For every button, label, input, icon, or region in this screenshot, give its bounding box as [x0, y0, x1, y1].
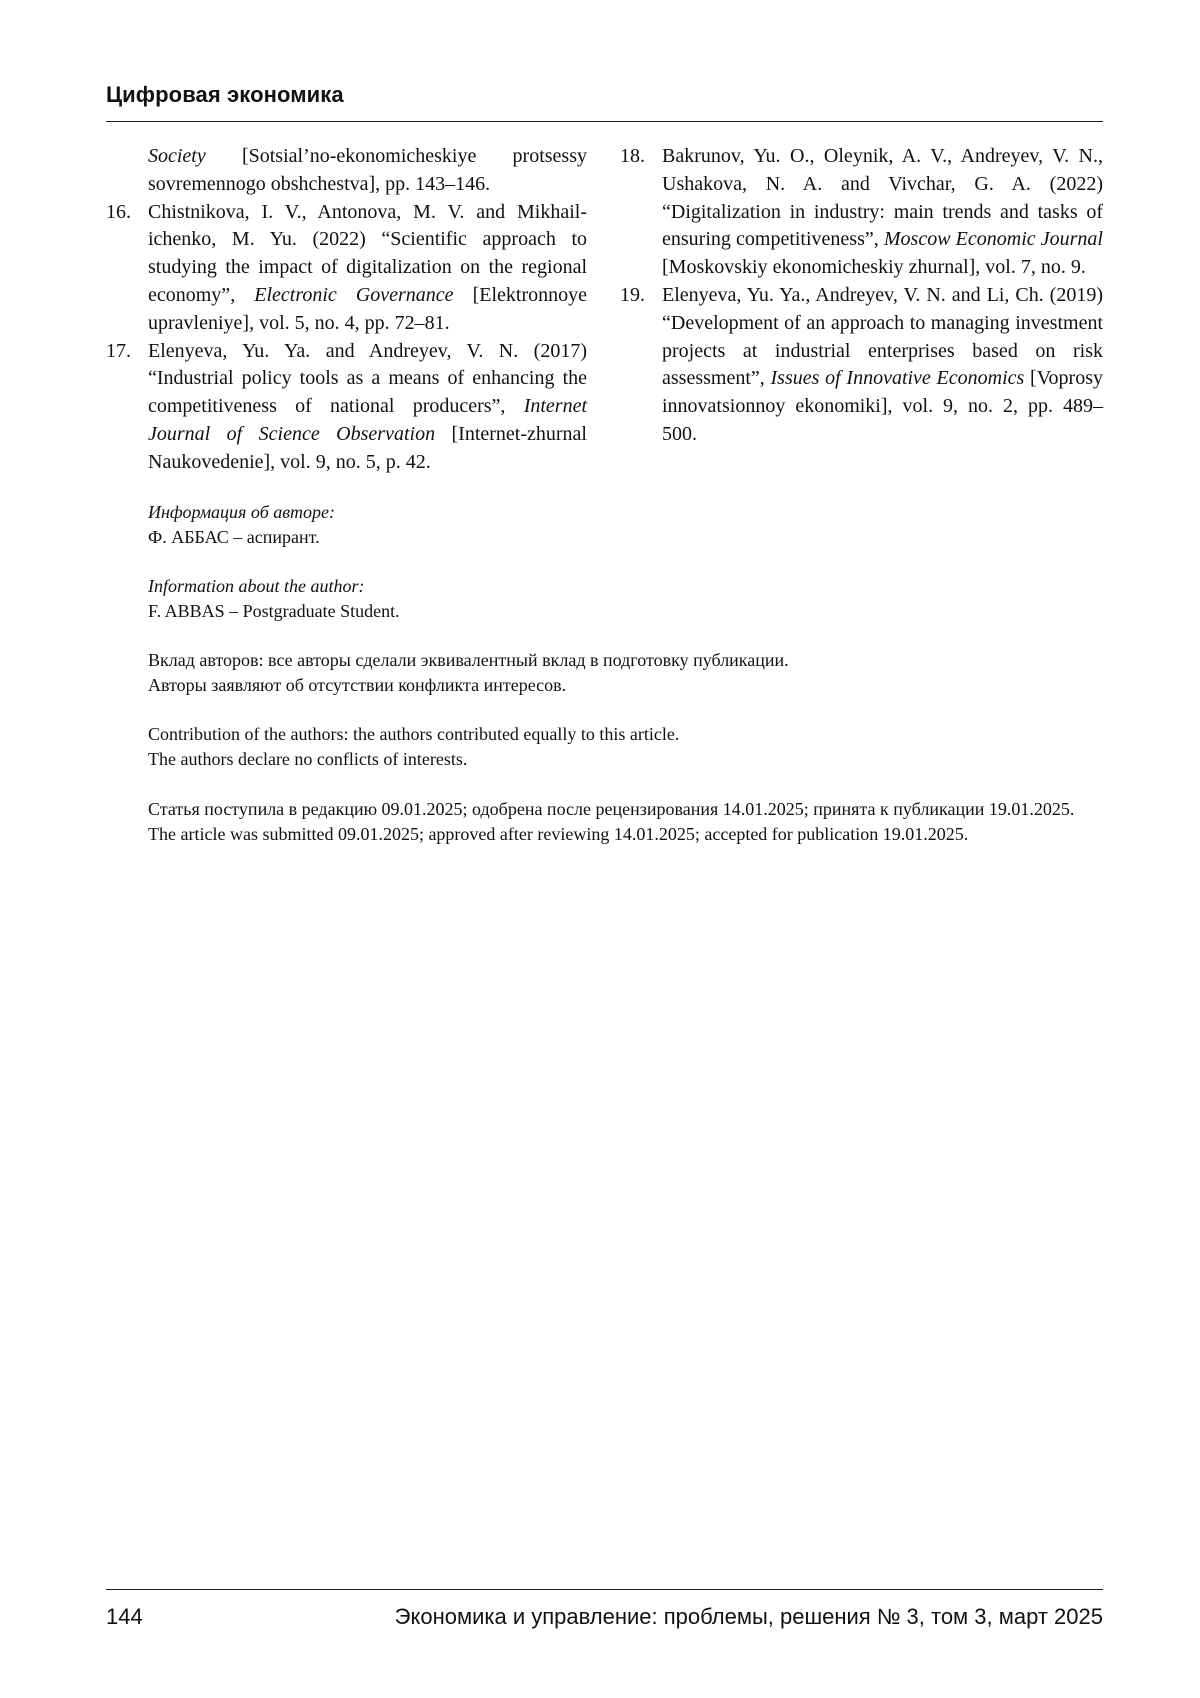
- article-dates-ru: Статья поступила в редакцию 09.01.2025; одобрена после рецензирования 14.01.2025; принята к публикации 19.01.2025.: [148, 797, 1108, 822]
- reference-number: 18.: [620, 143, 645, 171]
- reference-text-after: [Inter­net-zhurnal Naukovedenie], vol. 9, no. 5, p. 42.: [148, 423, 587, 473]
- references-right-column: [620, 143, 1103, 449]
- contribution-en-line2: The authors declare no conflicts of interests.: [148, 747, 1108, 772]
- author-info-ru-heading: Информация об авторе:: [148, 500, 1108, 525]
- article-dates: [148, 797, 1108, 847]
- author-info-en: [148, 574, 1108, 624]
- article-dates-en: The article was submitted 09.01.2025; approved after reviewing 14.01.2025; accepted for publication 19.01.2025.: [148, 822, 1108, 847]
- journal-footer: Экономика и управление: проблемы, решения № 3, том 3, март 2025: [395, 1604, 1103, 1630]
- reference-source-title: Internet Journal of Science Observation: [148, 395, 587, 445]
- reference-text-after: [Voprosy innovatsionnoy ekonomi­ki], vol. 9, no. 2, pp. 489–500.: [662, 367, 1103, 445]
- reference-text-before: Bakrunov, Yu. O., Oleynik, A. V., Andre­yev, V. N., Ushakova, N. A. and Vivchar, G. A. (2022) “Digitalization in industry: main trends and tasks of ensuring competitiveness”,: [662, 145, 1103, 250]
- reference-text-before: Elenyeva, Yu. Ya. and Andreyev, V. N. (2017) “Industrial policy tools as a means of enhanc­ing the competitiveness of national producers”,: [148, 340, 587, 418]
- reference-text-before: Elenyeva, Yu. Ya., Andreyev, V. N. and Li, Ch. (2019) “Development of an approach to manag­ing investment projects at industrial enterprises based on risk assessment”,: [662, 284, 1103, 389]
- contribution-ru: [148, 648, 1108, 698]
- reference-continuation-title: Society: [148, 145, 206, 167]
- reference-17: [106, 338, 587, 477]
- author-info-en-heading: Information about the author:: [148, 574, 1108, 599]
- author-info-ru-name: Ф. АББАС – аспирант.: [148, 525, 1108, 550]
- reference-continuation-text: [148, 143, 587, 199]
- references-left-column: [106, 143, 587, 477]
- reference-number: 16.: [106, 199, 131, 227]
- reference-text-after: [Moskovskiy ekonomiches­kiy zhurnal], vol. 7, no. 9.: [662, 256, 1086, 278]
- reference-source-title: Issues of Innovative Economics: [771, 367, 1025, 389]
- reference-number: 17.: [106, 338, 131, 366]
- header-rule: [106, 121, 1103, 122]
- reference-number: 19.: [620, 282, 645, 310]
- contribution-en: [148, 722, 1108, 772]
- author-info-en-name: F. ABBAS – Postgraduate Student.: [148, 599, 1108, 624]
- reference-16: [106, 199, 587, 338]
- author-info-ru: [148, 500, 1108, 550]
- reference-18: [620, 143, 1103, 282]
- running-head-title: Цифровая экономика: [106, 82, 344, 108]
- footer-rule: [106, 1589, 1103, 1590]
- reference-continuation: [106, 143, 587, 199]
- contribution-ru-line2: Авторы заявляют об отсутствии конфликта интересов.: [148, 673, 1108, 698]
- contribution-en-line1: Contribution of the authors: the authors contributed equally to this article.: [148, 722, 1108, 747]
- reference-continuation-rest: [Sotsial’no-ekonomicheskiye protsessy sovremennogo obshchestva], pp. 143–146.: [148, 145, 587, 195]
- reference-19: [620, 282, 1103, 449]
- reference-source-title: Electronic Governance: [254, 284, 453, 306]
- reference-text-before: Chistnikova, I. V., Antonova, M. V. and Mikhail­ichenko, M. Yu. (2022) “Scientific approach to studying the impact of digitalization on the re­gional economy”,: [148, 201, 587, 306]
- contribution-ru-line1: Вклад авторов: все авторы сделали эквивалентный вклад в подготовку публикации.: [148, 648, 1108, 673]
- page-number: 144: [106, 1604, 143, 1630]
- reference-text-after: [Elek­tronnoye upravleniye], vol. 5, no. 4, pp. 72–81.: [148, 284, 587, 334]
- reference-source-title: Moscow Economic Journal: [884, 228, 1103, 250]
